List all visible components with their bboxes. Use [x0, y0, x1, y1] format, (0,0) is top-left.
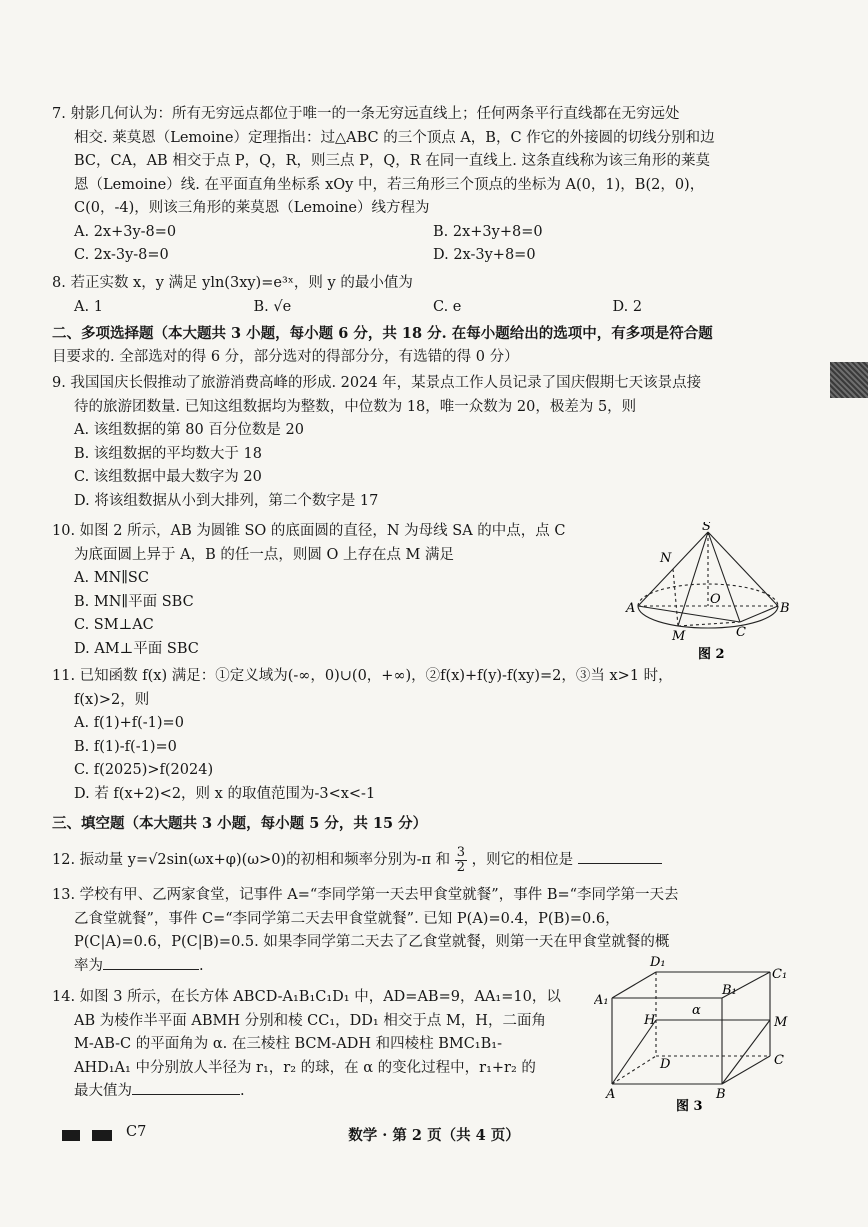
q10-option-a: A. MN∥SC: [74, 570, 149, 586]
q12-answer-blank[interactable]: [578, 849, 662, 864]
fig3-label-b1: B₁: [722, 983, 737, 998]
fig2-label-s: S: [702, 522, 711, 534]
q10-option-c: C. SM⊥AC: [74, 617, 154, 633]
q9-option-b: B. 该组数据的平均数大于 18: [74, 445, 262, 462]
q14-line: AHD₁A₁ 中分别放人半径为 r₁，r₂ 的球，在 α 的变化过程中，r₁+r₂ 的: [74, 1059, 536, 1076]
q9-line: 待的旅游团数量. 已知这组数据均为整数，中位数为 18，唯一众数为 20，极差为 5，则: [74, 398, 637, 415]
q11-option-c: C. f(2025)>f(2024): [74, 762, 214, 778]
figure-2-cone: [622, 522, 792, 662]
question-12: [52, 845, 792, 875]
question-10: [52, 520, 632, 661]
figure-3-cuboid: [594, 952, 794, 1114]
q11-option-b: B. f(1)-f(-1)=0: [74, 738, 177, 755]
question-8: [52, 272, 792, 319]
fig2-label-m: M: [672, 629, 686, 644]
q13-end: .: [199, 957, 204, 974]
side-tab-marker: [830, 362, 868, 398]
q7-line: BC，CA，AB 相交于点 P，Q，R，则三点 P，Q，R 在同一直线上. 这条直线称为该三角形的莱莫: [74, 153, 710, 169]
fig2-label-n: N: [660, 551, 672, 566]
q12-line: [52, 845, 792, 875]
q11-line: f(x)>2，则: [74, 691, 150, 708]
footer-page-number: 数学 · 第 2 页（共 4 页）: [348, 1127, 520, 1144]
q11-option-a: A. f(1)+f(-1)=0: [74, 715, 184, 731]
q8-option-c: C. e: [433, 298, 462, 315]
q14-last-line: [52, 1080, 602, 1104]
fig3-label-h: H: [644, 1013, 656, 1028]
figure-3-caption: 图 3: [676, 1099, 703, 1114]
q9-option-d: D. 将该组数据从小到大排列，第二个数字是 17: [74, 492, 379, 509]
figure-2-caption: 图 2: [698, 647, 725, 662]
q14-last-text: 最大值为: [74, 1083, 132, 1099]
section-2-header: [52, 322, 792, 369]
q10-line: 为底面圆上异于 A，B 的任一点，则圆 O 上存在点 M 满足: [74, 546, 455, 563]
fig3-label-alpha: α: [692, 1003, 701, 1018]
q9-option-a: A. 该组数据的第 80 百分位数是 20: [74, 422, 304, 438]
q8-options-row: [52, 296, 792, 320]
fig3-label-d: D: [660, 1057, 671, 1072]
q12-fraction-den: 2: [456, 859, 466, 875]
q10-option-b: B. MN∥平面 SBC: [74, 593, 194, 610]
q12-stem-before: 12. 振动量 y=√2sin(ωx+φ)(ω>0)的初相和频率分别为-π 和: [52, 852, 451, 868]
q14-answer-blank[interactable]: [132, 1080, 240, 1095]
q7-options-row: [52, 221, 792, 245]
q13-line: 乙食堂就餐”，事件 C=“李同学第二天去甲食堂就餐”. 已知 P(A)=0.4，P(B)=0.6，: [74, 910, 620, 927]
q12-fraction-num: 3: [456, 844, 466, 860]
fig3-label-b: B: [716, 1087, 726, 1102]
q9-line: 9. 我国国庆长假推动了旅游消费高峰的形成. 2024 年，某景点工作人员记录了国庆假期七天该景点接: [52, 375, 702, 391]
q7-option-b: B. 2x+3y+8=0: [433, 223, 543, 240]
q8-option-a: A. 1: [74, 298, 103, 315]
q7-option-d: D. 2x-3y+8=0: [433, 247, 536, 263]
q14-line: 14. 如图 3 所示，在长方体 ABCD-A₁B₁C₁D₁ 中，AD=AB=9，AA₁=10，以: [52, 989, 561, 1005]
q7-line: C(0，-4)，则该三角形的莱莫恩（Lemoine）线方程为: [74, 200, 430, 216]
section-3-line: 三、填空题（本大题共 3 小题，每小题 5 分，共 15 分）: [52, 815, 428, 832]
fig3-label-d1: D₁: [650, 955, 666, 970]
footer-code: C7: [126, 1124, 147, 1140]
question-11: [52, 665, 792, 806]
section-2-line: 目要求的. 全部选对的得 6 分，部分选对的得部分分，有选错的得 0 分）: [52, 348, 519, 365]
q7-line: 恩（Lemoine）线. 在平面直角坐标系 xOy 中，若三角形三个顶点的坐标为 A(0，1)，B(2，0)，: [74, 176, 705, 193]
q7-option-a: A. 2x+3y-8=0: [74, 223, 177, 240]
q14-line: M-AB-C 的平面角为 α. 在三棱柱 BCM-ADH 和四棱柱 BMC₁B₁-: [74, 1036, 502, 1052]
q11-line: 11. 已知函数 f(x) 满足：①定义域为(-∞，0)∪(0，+∞)，②f(x)+f(y)-f(xy)=2，③当 x>1 时，: [52, 668, 673, 684]
q10-option-d: D. AM⊥平面 SBC: [74, 640, 199, 657]
q7-options-row: [52, 244, 792, 268]
q13-last-text: 率为: [74, 957, 103, 974]
fig2-label-b: B: [780, 601, 790, 616]
q12-stem-after: ，则它的相位是: [471, 852, 574, 868]
q7-line: 7. 射影几何认为：所有无穷远点都位于唯一的一条无穷远直线上；任何两条平行直线都在无穷远处: [52, 106, 680, 122]
q9-option-c: C. 该组数据中最大数字为 20: [74, 469, 262, 485]
fig2-label-a: A: [626, 601, 636, 616]
q11-option-d: D. 若 f(x+2)<2，则 x 的取值范围为-3<x<-1: [74, 785, 376, 802]
question-7: [52, 103, 792, 268]
page-footer: [0, 1124, 868, 1148]
q14-end: .: [240, 1083, 245, 1099]
fig3-label-a: A: [606, 1087, 616, 1102]
q14-line: AB 为棱作半平面 ABMH 分别和棱 CC₁，DD₁ 相交于点 M，H，二面角: [74, 1012, 546, 1029]
fig3-label-a1: A₁: [594, 993, 609, 1008]
q13-line: P(C|A)=0.6，P(C|B)=0.5. 如果李同学第二天去了乙食堂就餐，则第一天在甲食堂就餐的概: [74, 934, 670, 950]
section-2-line: 二、多项选择题（本大题共 3 小题，每小题 6 分，共 18 分. 在每小题给出的选项中，有多项是符合题: [52, 325, 713, 342]
q8-stem: 8. 若正实数 x，y 满足 yln(3xy)=e³ˣ，则 y 的最小值为: [52, 275, 413, 291]
q7-line: 相交. 莱莫恩（Lemoine）定理指出：过△ABC 的三个顶点 A，B，C 作它的外接圆的切线分别和边: [74, 129, 715, 146]
q10-line: 10. 如图 2 所示，AB 为圆锥 SO 的底面圆的直径，N 为母线 SA 的中点，点 C: [52, 523, 566, 539]
section-3-header: [52, 812, 792, 836]
fig3-label-c1: C₁: [772, 967, 788, 982]
q12-fraction: [455, 846, 467, 875]
fig3-label-c: C: [774, 1053, 784, 1068]
fig2-label-o: O: [710, 592, 721, 607]
q13-answer-blank[interactable]: [103, 955, 199, 970]
q8-option-b: B. √e: [253, 298, 292, 315]
q8-option-d: D. 2: [612, 298, 643, 315]
q7-option-c: C. 2x-3y-8=0: [74, 247, 169, 263]
q13-line: 13. 学校有甲、乙两家食堂，记事件 A=“李同学第一天去甲食堂就餐”，事件 B=“李同学第一天去: [52, 887, 679, 903]
question-14: [52, 986, 602, 1104]
question-9: [52, 372, 792, 513]
fig3-label-m: M: [774, 1015, 788, 1030]
fig2-label-c: C: [736, 625, 746, 640]
